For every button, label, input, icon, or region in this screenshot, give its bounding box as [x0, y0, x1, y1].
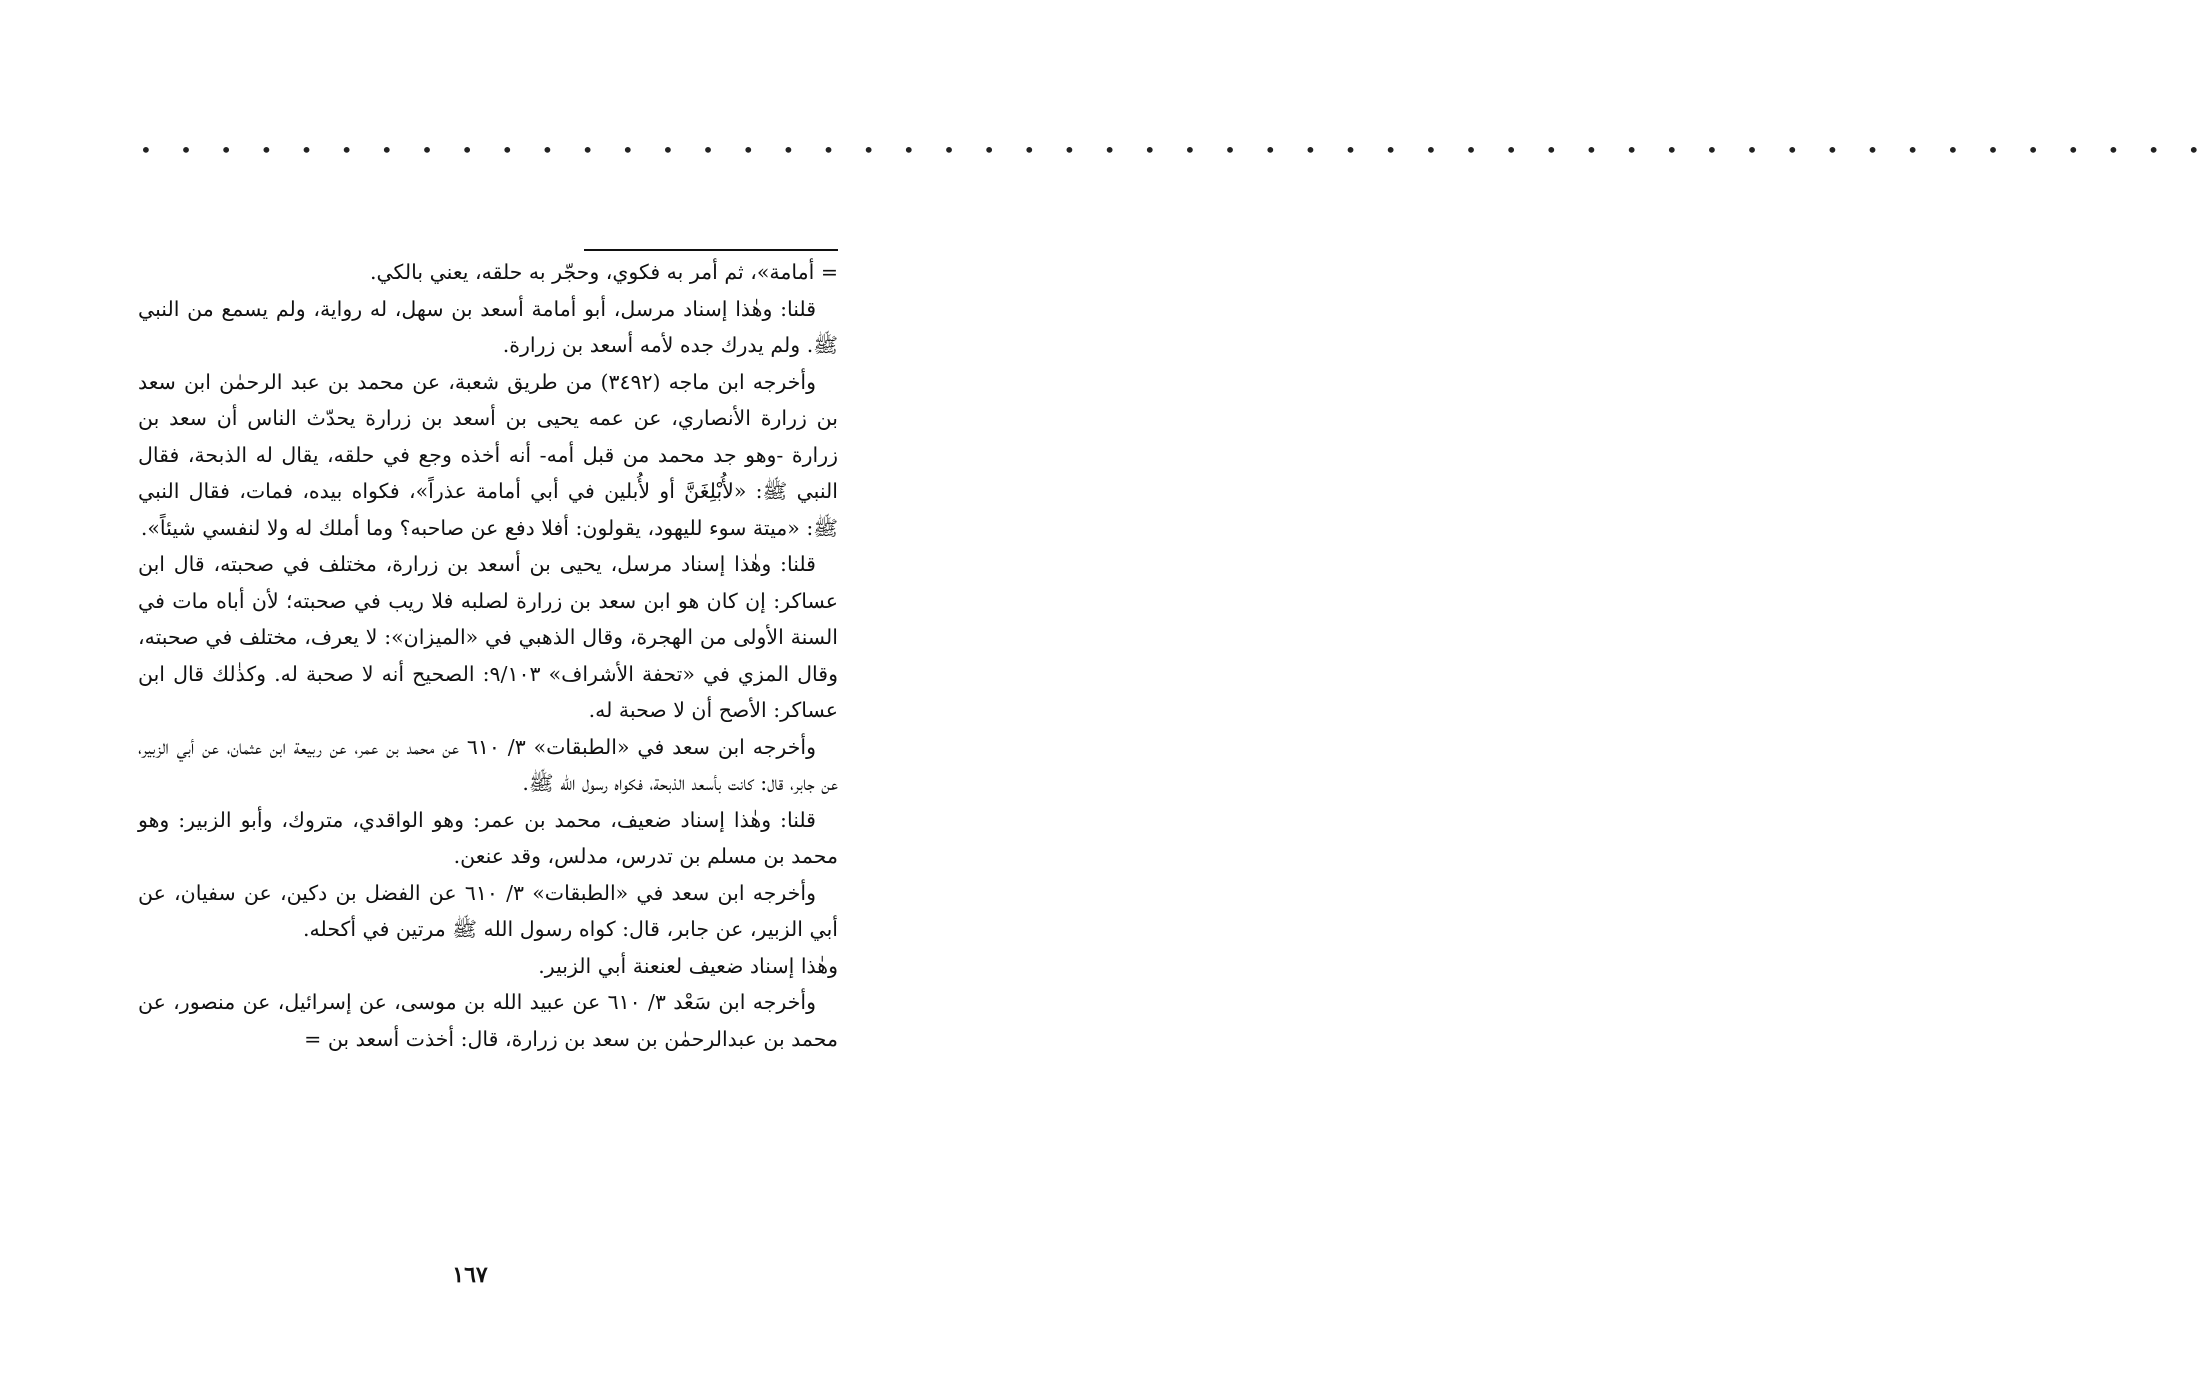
- paragraph-7: وأخرجه ابن سعد في «الطبقات» ٣/ ٦١٠ عن الفضل بن دكين، عن سفيان، عن أبي الزبير، عن جابر، قال: كواه رسول الله ﷺ مرتين في أكحله.: [138, 880, 838, 941]
- paragraph-9: وأخرجه ابن سَعْد ٣/ ٦١٠ عن عبيد الله بن موسى، عن إسرائيل، عن منصور، عن محمد بن عبدالرحمٰن بن سعد بن زرارة، قال: أخذت أسعد بن =: [138, 990, 838, 1051]
- footnote-rule: [584, 249, 838, 251]
- paragraph-4: قلنا: وهٰذا إسناد مرسل، يحيى بن أسعد بن زرارة، مختلف في صحبته، قال ابن عساكر: إن كان هو ابن سعد بن زرارة لصلبه فلا ريب في صحبته؛ لأن أباه مات في السنة الأولى من الهجرة، وقال الذهبي في «الميزان»: لا يعرف، مختلف في صحبته، وقال المزي في «تحفة الأشراف» ٩/١٠٣: الصحيح أنه لا صحبة له. وكذٰلك قال ابن عساكر: الأصح أن لا صحبة له.: [138, 552, 839, 722]
- paragraph-2: قلنا: وهٰذا إسناد مرسل، أبو أمامة أسعد بن سهل، له رواية، ولم يسمع من النبي ﷺ. ولم يدرك جده لأمه أسعد بن زرارة.: [138, 296, 838, 357]
- page-number: ١٦٧: [452, 1262, 488, 1288]
- paragraph-3: وأخرجه ابن ماجه (٣٤٩٢) من طريق شعبة، عن محمد بن عبد الرحمٰن ابن سعد بن زرارة الأنصاري، عن عمه يحيى بن أسعد بن زرارة يحدّث الناس أن سعد بن زرارة -وهو جد محمد من قبل أمه- أنه أخذه وجع في حلقه، يقال له الذبحة، فقال النبي ﷺ: «لأُبْلِغَنَّ أو لأُبلين في أبي أمامة عذراً»، فكواه بيده، فمات، فقال النبي ﷺ: «ميتة سوء لليهود، يقولون: أفلا دفع عن صاحبه؟ وما أملك له ولا لنفسي شيئاً».: [138, 369, 838, 540]
- paragraph-6: قلنا: وهٰذا إسناد ضعيف، محمد بن عمر: وهو الواقدي، متروك، وأبو الزبير: وهو محمد بن مسلم بن تدرس، مدلس، وقد عنعن.: [138, 807, 838, 868]
- paragraph-8: وهٰذا إسناد ضعيف لعنعنة أبي الزبير.: [538, 953, 838, 978]
- footnote-text: [138, 254, 838, 1057]
- ornamental-dot-separator: • • • • • • • • • • • • • • • • • • • • • • • • • • • • • • • • • • • • • • • • • • • • • • • • • • • •: [140, 138, 2211, 162]
- paragraph-5: وأخرجه ابن سعد في «الطبقات» ٣/ ٦١٠ عن محمد بن عمر، عن ربيعة ابن عثمان، عن أبي الزبير، عن جابر، قال: كانت بأسعد الذبحة، فكواه رسول الله ﷺ.: [138, 734, 838, 795]
- paragraph-1: = أمامة»، ثم أمر به فكوي، وحجّر به حلقه، يعني بالكي.: [369, 260, 838, 284]
